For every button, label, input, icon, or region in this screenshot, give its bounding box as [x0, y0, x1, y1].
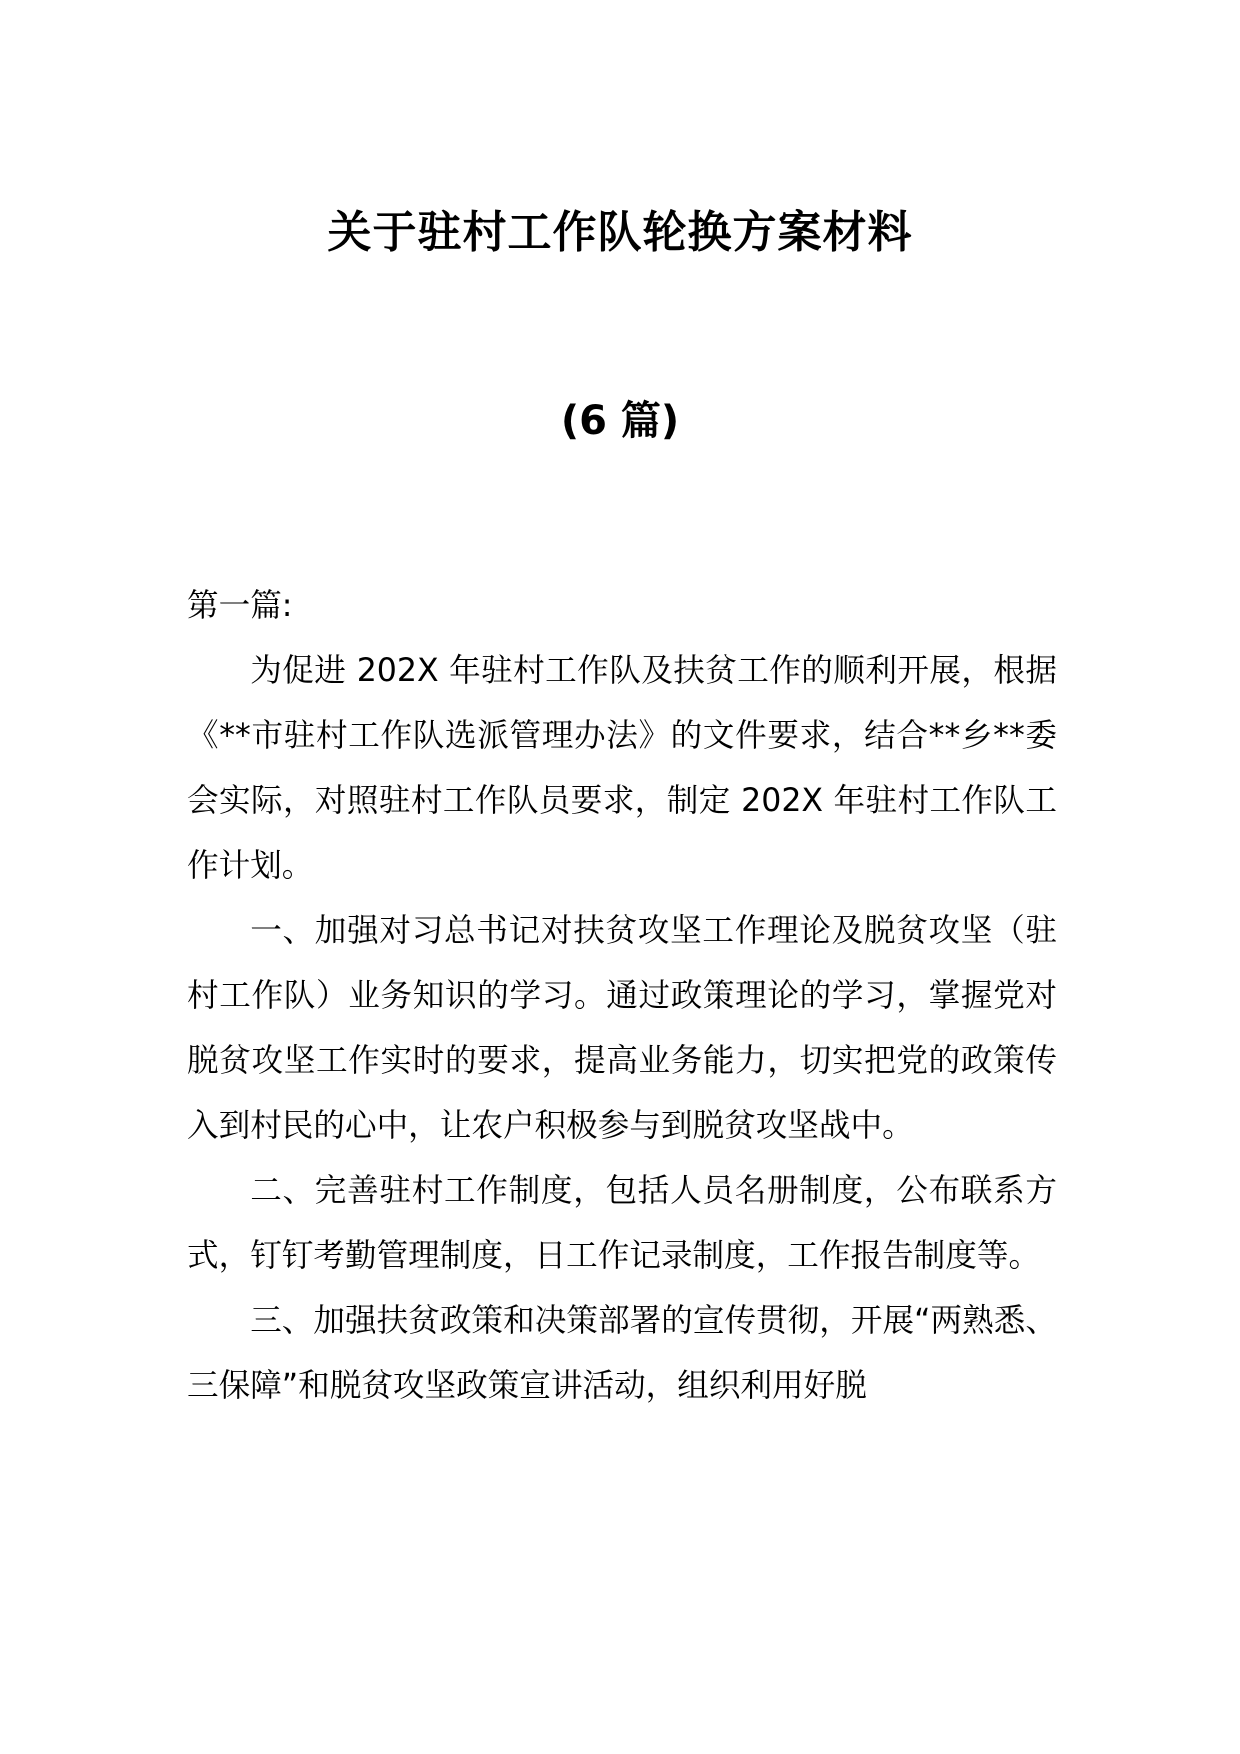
paragraph-item-3: 三、加强扶贫政策和决策部署的宣传贯彻，开展“两熟悉、三保障”和脱贫攻坚政策宣讲活动，组织利用好脱 — [187, 1303, 1057, 1404]
section-heading: 第一篇: — [187, 588, 293, 624]
paragraph-item-2: 二、完善驻村工作制度，包括人员名册制度，公布联系方式，钉钉考勤管理制度，日工作记录制度，工作报告制度等。 — [187, 1173, 1057, 1274]
document-title: 关于驻村工作队轮换方案材料 — [327, 207, 913, 258]
paragraph-intro: 为促进 202X 年驻村工作队及扶贫工作的顺利开展，根据《**市驻村工作队选派管理办法》的文件要求，结合**乡**委会实际，对照驻村工作队员要求，制定 202X 年驻村工作队工作计划。 — [187, 653, 1057, 884]
document-subtitle: (6 篇) — [560, 398, 680, 444]
paragraph-item-1: 一、加强对习总书记对扶贫攻坚工作理论及脱贫攻坚（驻村工作队）业务知识的学习。通过政策理论的学习，掌握党对脱贫攻坚工作实时的要求，提高业务能力，切实把党的政策传入到村民的心中，让农户积极参与到脱贫攻坚战中。 — [187, 913, 1057, 1144]
document-body — [187, 574, 1057, 1419]
